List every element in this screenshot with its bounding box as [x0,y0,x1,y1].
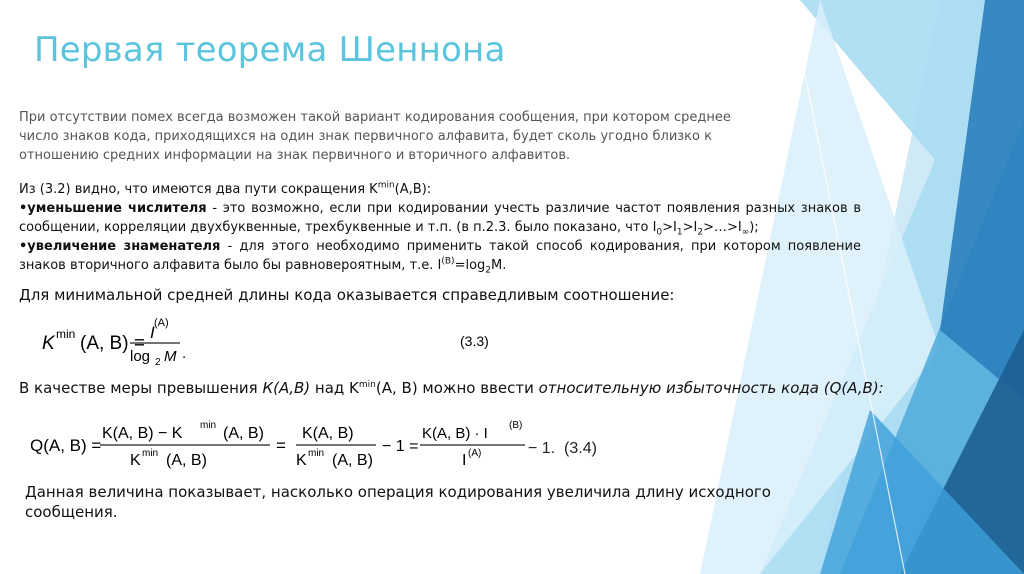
f2-d2b: (A, B) [332,452,373,469]
p4-sup: min [358,380,376,390]
f2-n1a: K(A, B) − K [102,425,183,442]
text-log: =log [454,258,486,273]
f1-den-var: M [164,348,177,365]
p4-italic-1: К(А,В) [262,379,311,397]
theorem-statement: При отсутствии помех всегда возможен такой вариант кодирования сообщения, при котором среднее число знаков кода, приходящихся на один знак первичного алфавита, будет сколь угодно близко к отношению средних информации на знак первичного и вторичного алфавитов. [19,110,731,163]
intro-text-end: (A,B): [394,182,432,197]
bullet-2-heading: •увеличение знаменателя [19,239,221,254]
intro-text: Из (3.2) видно, что имеются два пути сокращения K [19,182,378,197]
f1-lhs-sup: min [56,327,76,341]
formula-3-3 [30,316,500,366]
sub-0: 0 [656,227,663,238]
bullet-1-heading: •уменьшение числителя [19,201,207,216]
f2-label: (3.4) [564,440,597,457]
f2-n3sup: (B) [509,420,523,431]
f2-d1a: K [130,452,141,469]
p4-text-1: В качестве меры превышения [19,379,263,397]
p4-text-2: над K [310,379,359,397]
p4-text-3: (A, B) можно ввести [375,379,539,397]
f1-dot: . [182,345,187,362]
sub-2: 2 [697,227,704,238]
formula-3-4 [30,418,550,476]
p4-italic-2: относительную избыточность кода (Q(A,B): [538,379,884,397]
f2-d3a: I [462,452,467,469]
sup-b: (B) [441,256,455,267]
f2-d3sup: (A) [468,448,482,459]
f2-d1sup: min [142,448,159,459]
reduction-paths-text [19,180,861,275]
min-length-text: Для минимальной средней длины кода оказывается справедливым соотношение: [19,286,675,304]
intro-sup: min [377,180,395,191]
f2-d2sup: min [308,448,325,459]
text-gt-1: >I [662,220,677,235]
text-gt-2: >I [682,220,698,235]
sub-1: 1 [676,227,683,238]
formula-3-4-tail [528,440,597,458]
f1-lhs: K [42,333,55,354]
f2-n1b: (A, B) [223,425,264,442]
sub-log-base: 2 [485,265,492,276]
f2-d1b: (A, B) [166,452,207,469]
f2-m1: − 1 = [382,438,419,455]
text-m: M. [491,258,507,273]
f2-n2: K(A, B) [302,425,354,442]
sub-inf: ∞ [741,227,750,238]
f2-n3a: K(A, B) · I [422,425,488,442]
text-end-1: ); [749,220,759,235]
conclusion-text: Данная величина показывает, насколько операция кодирования увеличила длину исходного сообщения. [25,483,771,521]
f1-den: log [130,348,151,365]
bullet-1-text: - это возможно, если при кодировании учесть различие частот появления разных знаков в сообщении, корреляции двухбуквенные, трехбуквенные и т.п. (в п.2.3. было показано, что I [19,201,861,235]
f1-label: (3.3) [460,333,489,349]
redundancy-intro-text [19,379,884,397]
f1-den-sub: 2 [155,357,161,366]
f2-lhs: Q(A, B) = [30,436,102,455]
text-gt-3: >…>I [703,220,742,235]
f2-minus-one: − 1. [528,440,556,457]
f2-d2a: K [296,452,307,469]
f2-eq1: = [276,436,286,455]
f1-num: I [150,323,155,342]
slide-title: Первая теорема Шеннона [34,30,506,70]
f1-num-sup: (A) [154,317,169,329]
bullet-2-text: - для этого необходимо применить такой способ кодирования, при котором появление знаков вторичного алфавита было бы равновероятным, т.е. I [19,239,861,273]
f2-n1sup: min [200,420,217,431]
f1-args: (A, B) = [80,333,145,354]
